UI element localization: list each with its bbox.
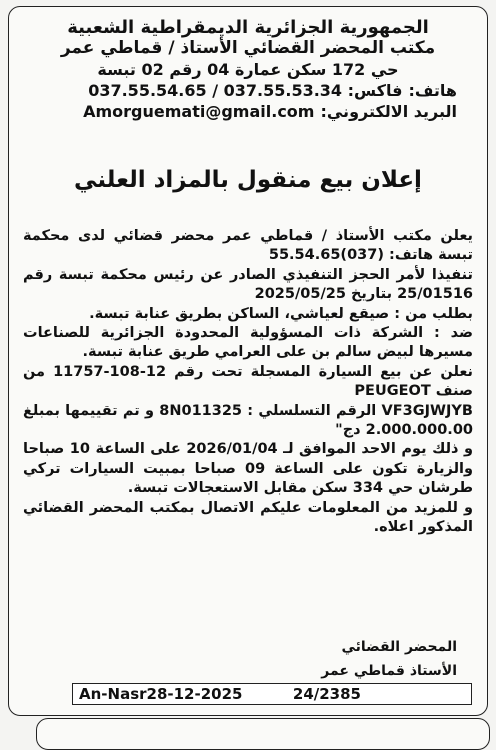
reference-number: 24/2385 [292,685,361,703]
phone-row [9,80,487,101]
vehicle-paragraph: نعلن عن بيع السيارة المسجلة تحت رقم 12-108-11757 من صنف PEUGEOT [23,363,474,400]
signature-title: المحضر القضائي [341,639,457,655]
publication-footer [72,683,472,705]
next-notice-edge [36,718,490,750]
email-label: البريد الالكتروني: [320,102,457,121]
seizure-order-paragraph: تنفيذا لأمر الحجز التنفيذي الصادر عن رئيس محكمة تبسة رقم 25/01516 بتاريخ 2025/05/25 [23,266,473,303]
announcement-paragraph: يعلن مكتب الأستاذ / قماطي عمر محضر قضائي لدى محكمة تبسة هاتف: (037)55.54.65 [23,228,473,264]
legal-notice [8,6,488,716]
serial-text: الرقم التسلسلي : 8N011325 و تم تقييمها بمبلغ 2.000.000.00 دج" [23,402,473,439]
applicant-paragraph: بطلب من : صيقع لعياشي، الساكن بطريق عنابة تبسة. [89,305,473,322]
notice-body [23,227,473,538]
office-address: حي 172 سكن عمارة 04 رقم 02 تبسة [97,60,399,79]
republic-name: الجمهورية الجزائرية الديمقراطية الشعبية [67,17,429,38]
notice-header [9,17,487,122]
publication-name: An-Nasr28-12-2025 [79,685,243,703]
auction-date-paragraph: و ذلك يوم الاحد الموافق لـ 2026/01/04 على الساعة 10 صباحا والزيارة تكون على الساعة 09 صباحا بمبيت السيارات تركي طرشان حي 334 سكن مقابل الاستعجالات تبسة. [23,441,473,497]
email-value: Amorguemati@gmail.com [83,102,315,121]
phone-value: 037.55.54.65 / فاكس: 037.55.53.34 [88,81,403,100]
office-name: مكتب المحضر القضائي الأستاذ / قماطي عمر [60,38,436,58]
defendant-paragraph: ضد : الشركة ذات المسؤولية المحدودة الجزائرية للصناعات مسيرها لبيض سالم بن على العرامي طريق عنابة تبسة. [23,325,473,361]
signature-name: الأستاذ قماطي عمر [321,663,457,679]
contact-paragraph: و للمزيد من المعلومات عليكم الاتصال بمكتب المحضر القضائي المذكور اعلاه. [23,499,473,536]
serial-paragraph [23,402,473,441]
signature-block [321,635,457,683]
vin-prefix: VF3GJWJYB [381,402,473,419]
notice-title: إعلان بيع منقول بالمزاد العلني [74,167,422,193]
phone-label: هاتف: [408,81,457,100]
email-row [9,101,487,122]
